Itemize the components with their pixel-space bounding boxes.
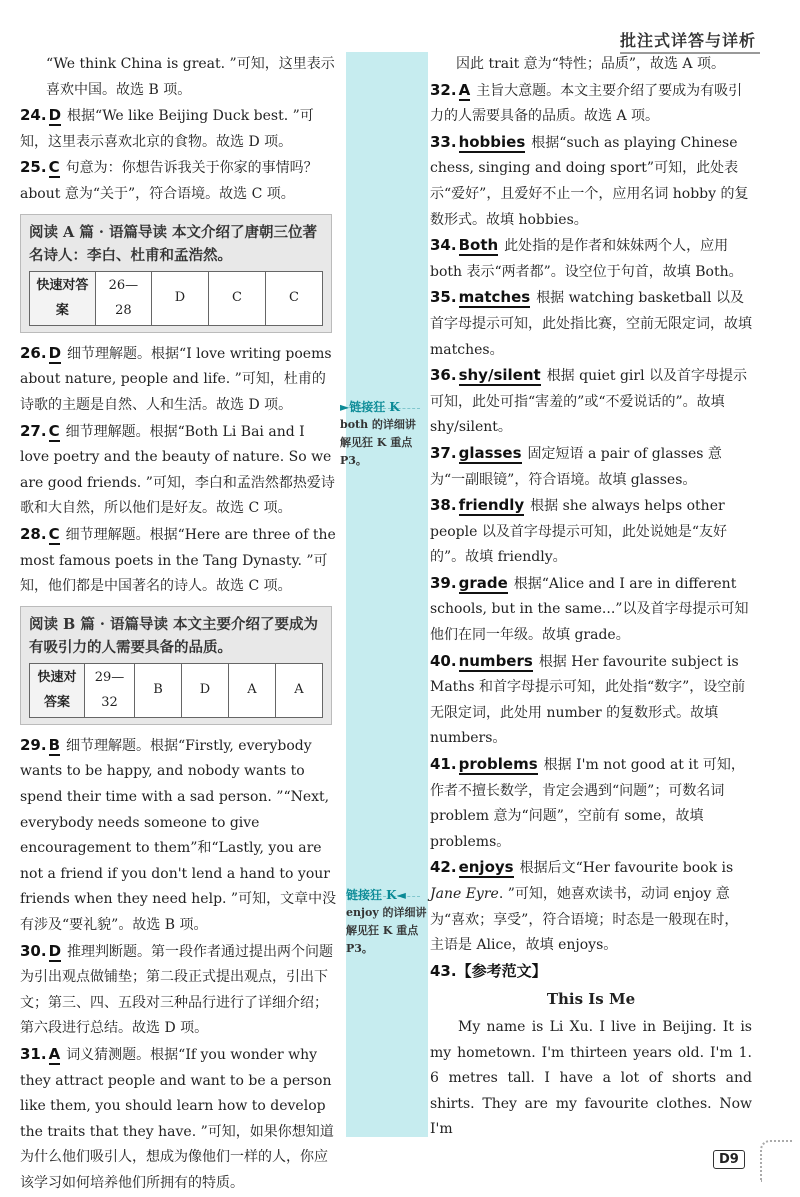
answer-cell: D [182,663,229,717]
margin-note-both [340,398,426,470]
answer-cell: C [209,271,266,325]
note-link-label: 链接狂 K◄ [346,888,406,902]
explanation: 细节理解题。根据“Here are three of the most famous poets in the Tang Dynasty. ”可知，他们都是中国著名的诗人。故选 C 项。 [20,526,336,595]
explanation: . ”可知，她喜欢读书，动词 enjoy 意为“喜欢；享受”，符合语境；时态是一般现在时，主语是 Alice，故填 enjoys。 [430,886,739,954]
answer-33: 33. hobbies 根据“such as playing Chinese chess, singing and doing sport”可知，此处表示“爱好”，且爱好不止一个，应用名词 hobby 的复数形式。故填 hobbies。 [430,132,749,228]
explanation: 句意为：你想告诉我关于你家的事情吗？about 意为“关于”，符合语境。故选 C 项。 [20,160,318,202]
answer-key: matches [458,288,531,307]
explanation: 主旨大意题。本文主要介绍了要成为有吸引力的人需要具备的品质。故选 A 项。 [430,82,743,125]
explanation: 此处指的是作者和妹妹两个人，应用 both 表示“两者都”。设空位于句首，故填 Both。 [430,238,743,280]
page-header-title: 批注式详答与详析 [619,31,756,50]
answer-31-continued: 因此 trait 意为“特性；品质”，故选 A 项。 [456,56,725,72]
note-link-label: ►链接狂 K [340,400,400,414]
answer-31: 31. A 词义猜测题。根据“If you wonder why they attract people and want to be a person like them, you should learn how to develop the traits that they have. ”可知，如果你想知道为什么他们吸引人，想成为像他们一样的人，你应该学习如何培养他们所拥有的特质。 [20,1045,334,1191]
answer-key: A [48,1045,61,1063]
answer-24: 24. D 根据“We like Beijing Duck best. ”可知，这里表示喜欢北京的食物。故选 D 项。 [20,106,314,150]
margin-note-strip [346,52,428,1137]
quick-answer-table-a [29,271,323,326]
answer-38: 38. friendly 根据 she always helps other people 以及首字母提示可知，此处说她是“友好的”。故填 friendly。 [430,496,728,566]
quick-answer-table-b [29,663,323,718]
answer-cell: A [276,663,323,717]
answer-34: 34. Both 此处指的是作者和妹妹两个人，应用 both 表示“两者都”。设空位于句首，故填 Both。 [430,236,743,280]
answer-39: 39. grade 根据“Alice and I are in different schools, but in the same...”以及首字母提示可知他们在同一年级。故填 grade。 [430,573,749,644]
answer-cell: D [152,271,209,325]
explanation: 根据“We like Beijing Duck best. ”可知，这里表示喜欢北京的食物。故选 D 项。 [20,108,314,150]
question-range: 29—32 [84,663,134,717]
explanation: 词义猜测题。根据“If you wonder why they attract people and want to be a person like them, you should learn how to develop the traits that they have. ”可知，如果你想知道为什么他们吸引人，想成为像他们一样的人，你应该学习如何培养他们所拥有的特质。 [20,1047,334,1191]
explanation: 根据 I'm not good at it 可知，作者不擅长数学，肯定会遇到“问题”；可数名词 problem 意为“问题”，空前有 some，故填 problems。 [430,757,745,850]
margin-note-enjoy [346,886,432,958]
quick-answer-label: 快速对答案 [30,663,85,717]
explanation: 根据 watching basketball 以及首字母提示可知，此处指比赛，空前无限定词，故填 matches。 [430,290,752,358]
answer-37: 37. glasses 固定短语 a pair of glasses 意为“一副眼镜”，符合语境。故填 glasses。 [430,443,722,488]
reading-b-guide-box [20,606,332,725]
answer-cell: B [135,663,182,717]
answer-26: 26. D 细节理解题。根据“I love writing poems about nature, people and life. ”可知，杜甫的诗歌的主题是自然、人和生活。故选 D 项。 [20,343,332,413]
answer-key: D [48,941,62,960]
explanation: 固定短语 a pair of glasses 意为“一副眼镜”，符合语境。故填 glasses。 [430,445,722,488]
explanation: 根据 quiet girl 以及首字母提示可知，此处可指“害羞的”或“不爱说话的”。故填 shy/silent。 [430,368,748,436]
note-text: enjoy 的详细讲解见狂 K 重点 P3。 [346,906,427,955]
right-column [430,52,752,1143]
answer-key: hobbies [458,132,526,151]
explanation: 根据“Alice and I are in different schools, but in the same...”以及首字母提示可知他们在同一年级。故填 grade。 [430,575,749,644]
book-title: Jane Eyre [430,886,499,902]
explanation: 细节理解题。根据“Firstly, everybody wants to be happy, and nobody wants to spend their time with a sad person. ”“Next, everybody needs someone to give encouragement to them”和“Lastly, you are not a friend if you don't lend a hand to your friends when they need help. ”可知，文章中没有涉及“要礼貌”。故选 B 项。 [20,737,337,934]
explanation: 推理判断题。第一段作者通过提出两个问题为引出观点做铺垫；第二段正式提出观点，引出下文；第三、四、五段对三种品行进行了详细介绍；第六段进行总结。故选 D 项。 [20,943,334,1037]
answer-key: C [48,524,60,543]
essay-title: This Is Me [546,990,636,1009]
reading-a-guide-box [20,214,332,333]
answer-28: 28. C 细节理解题。根据“Here are three of the most famous poets in the Tang Dynasty. ”可知，他们都是中国著名的诗人。故选 C 项。 [20,524,336,595]
answer-23-continued: “We think China is great. ”可知，这里表示喜欢中国。故选 B 项。 [46,56,335,98]
answer-key: C [48,421,60,440]
answer-key: C [48,158,60,177]
answer-key: grade [458,573,508,592]
note-text: both 的详细讲解见狂 K 重点 P3。 [340,418,416,467]
answer-43: 43.【参考范文】 [430,961,547,980]
answer-35: 35. matches 根据 watching basketball 以及首字母提示可知，此处指比赛，空前无限定词，故填 matches。 [430,288,752,358]
answer-key: D [48,106,62,125]
sample-essay-label: 【参考范文】 [456,961,547,980]
answer-27: 27. C 细节理解题。根据“Both Li Bai and I love poetry and the beauty of nature. So we are good friends. ”可知，李白和孟浩然都热爱诗歌和大自然，所以他们是好友。故选 C 项。 [20,421,335,517]
answer-32: 32. A 主旨大意题。本文主要介绍了要成为有吸引力的人需要具备的品质。故选 A 项。 [430,80,743,125]
left-column [20,52,338,1197]
answer-36: 36. shy/silent 根据 quiet girl 以及首字母提示可知，此处可指“害羞的”或“不爱说话的”。故填 shy/silent。 [430,366,748,436]
explanation: 细节理解题。根据“Both Li Bai and I love poetry and the beauty of nature. So we are good friends. ”可知，李白和孟浩然都热爱诗歌和大自然，所以他们是好友。故选 C 项。 [20,423,335,517]
answer-key: Both [458,236,499,255]
answer-key: D [48,343,62,362]
explanation: 细节理解题。根据“I love writing poems about nature, people and life. ”可知，杜甫的诗歌的主题是自然、人和生活。故选 D 项。 [20,345,332,413]
answer-41: 41. problems 根据 I'm not good at it 可知，作者不擅长数学，肯定会遇到“问题”；可数名词 problem 意为“问题”，空前有 some，故填 problems。 [430,755,745,850]
essay-body: My name is Li Xu. I live in Beijing. It is my hometown. I'm thirteen years old. I'm 1. 6 metres tall. I have a lot of shorts and shirts. They are my favourite clothes. Now I'm [430,1018,752,1138]
answer-key: numbers [458,651,533,670]
answer-key: friendly [458,496,525,515]
answer-cell: C [266,271,323,325]
corner-decoration [760,1140,792,1182]
answer-key: A [458,80,471,99]
answer-29: 29. B 细节理解题。根据“Firstly, everybody wants to be happy, and nobody wants to spend their time with a sad person. ”“Next, everybody needs someone to give encouragement to them”和“Lastly, you are not a friend if you don't lend a hand to your friends when they need help. ”可知，文章中没有涉及“要礼貌”。故选 B 项。 [20,735,337,934]
answer-key: glasses [458,443,522,462]
answer-key: enjoys [458,858,514,877]
answer-cell: A [229,663,276,717]
explanation: 根据 Her favourite subject is Maths 和首字母提示可知，此处指“数字”，设空前无限定词，此处用 number 的复数形式。故填 numbers。 [430,653,746,747]
answer-42: 42. enjoys 根据后文“Her favourite book is Jane Eyre. ”可知，她喜欢读书，动词 enjoy 意为“喜欢；享受”，符合语境；时态是一般现在时，主语是 Alice，故填 enjoys。 [430,858,739,954]
answer-key: shy/silent [458,366,541,385]
explanation: 根据后文“Her favourite book is [519,860,734,877]
reading-a-intro: 阅读 A 篇 · 语篇导读 本文介绍了唐朝三位著名诗人：李白、杜甫和孟浩然。 [29,223,318,264]
answer-30: 30. D 推理判断题。第一段作者通过提出两个问题为引出观点做铺垫；第二段正式提出观点，引出下文；第三、四、五段对三种品行进行了详细介绍；第六段进行总结。故选 D 项。 [20,941,334,1037]
page-number: D9 [713,1150,745,1169]
explanation: 根据“such as playing Chinese chess, singing and doing sport”可知，此处表示“爱好”，且爱好不止一个，应用名词 hobby 的复数形式。故填 hobbies。 [430,134,749,228]
quick-answer-label: 快速对答案 [30,271,96,325]
answer-40: 40. numbers 根据 Her favourite subject is Maths 和首字母提示可知，此处指“数字”，设空前无限定词，此处用 number 的复数形式。故填 numbers。 [430,651,746,747]
answer-key: problems [458,755,538,774]
question-range: 26—28 [95,271,151,325]
reading-b-intro: 阅读 B 篇 · 语篇导读 本文主要介绍了要成为有吸引力的人需要具备的品质。 [29,615,319,656]
answer-25: 25. C 句意为：你想告诉我关于你家的事情吗？about 意为“关于”，符合语境。故选 C 项。 [20,158,318,202]
explanation: 根据 she always helps other people 以及首字母提示可知，此处说她是“友好的”。故填 friendly。 [430,498,728,566]
answer-key: B [48,735,61,754]
